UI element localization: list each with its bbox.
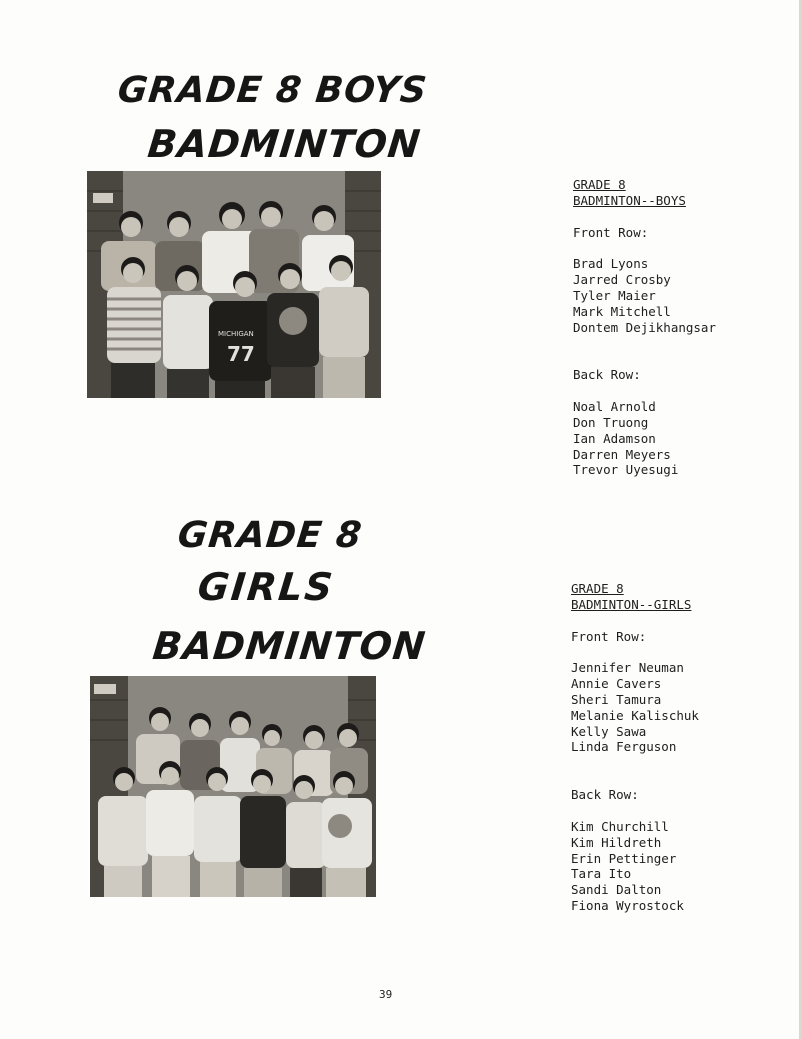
girls-back-row-name: Fiona Wyrostock [571,897,684,913]
girls-front-row-name: Annie Cavers [571,676,662,692]
girls-front-row-name: Linda Ferguson [571,739,677,755]
boys-back-row-name: Don Truong [573,414,649,430]
girls-headline-line2: GIRLS [195,565,337,609]
boys-headline-line1: GRADE 8 BOYS [115,70,430,111]
girls-back-row-name: Erin Pettinger [571,850,677,866]
boys-front-row-name: Dontem Dejikhangsar [573,319,716,335]
svg-text:77: 77 [227,342,255,366]
girls-headline-line1: GRADE 8 [175,515,365,556]
girls-team-photo [90,676,376,897]
girls-roster [571,581,699,914]
boys-back-row-name: Trevor Uyesugi [573,462,679,478]
girls-back-row-name: Kim Churchill [571,818,669,834]
boys-front-row-label: Front Row: [573,224,649,240]
girls-back-row-name: Sandi Dalton [571,882,662,898]
girls-front-row-name: Kelly Sawa [571,723,647,739]
girls-front-row-name: Jennifer Neuman [571,660,684,676]
boys-back-row-name: Darren Meyers [573,446,671,462]
boys-front-row-name: Brad Lyons [573,256,649,272]
boys-photo-illustration [87,171,381,398]
boys-roster-title-line1: GRADE 8 [573,177,626,192]
boys-back-row-label: Back Row: [573,367,641,383]
girls-front-row-name: Sheri Tamura [571,691,662,707]
boys-team-photo [87,171,381,398]
girls-back-row-name: Tara Ito [571,866,632,882]
girls-back-row-label: Back Row: [571,787,639,803]
girls-front-row-name: Melanie Kalischuk [571,707,699,723]
boys-front-row-name: Mark Mitchell [573,303,671,319]
boys-front-row-name: Jarred Crosby [573,272,671,288]
boys-roster [573,177,716,478]
boys-headline-line2: BADMINTON [145,122,424,166]
girls-photo-illustration [90,676,376,897]
boys-roster-title-line2: BADMINTON--BOYS [573,192,686,208]
svg-text:MICHIGAN: MICHIGAN [218,330,254,338]
girls-roster-title-line1: GRADE 8 [571,581,624,596]
girls-roster-title-line2: BADMINTON--GIRLS [571,596,692,612]
girls-back-row-name: Kim Hildreth [571,834,662,850]
girls-front-row-label: Front Row: [571,628,647,644]
girls-headline-line3: BADMINTON [150,624,429,668]
boys-back-row-name: Noal Arnold [573,399,656,415]
boys-front-row-name: Tyler Maier [573,287,656,303]
page-number: 39 [379,988,393,1001]
boys-back-row-name: Ian Adamson [573,430,656,446]
